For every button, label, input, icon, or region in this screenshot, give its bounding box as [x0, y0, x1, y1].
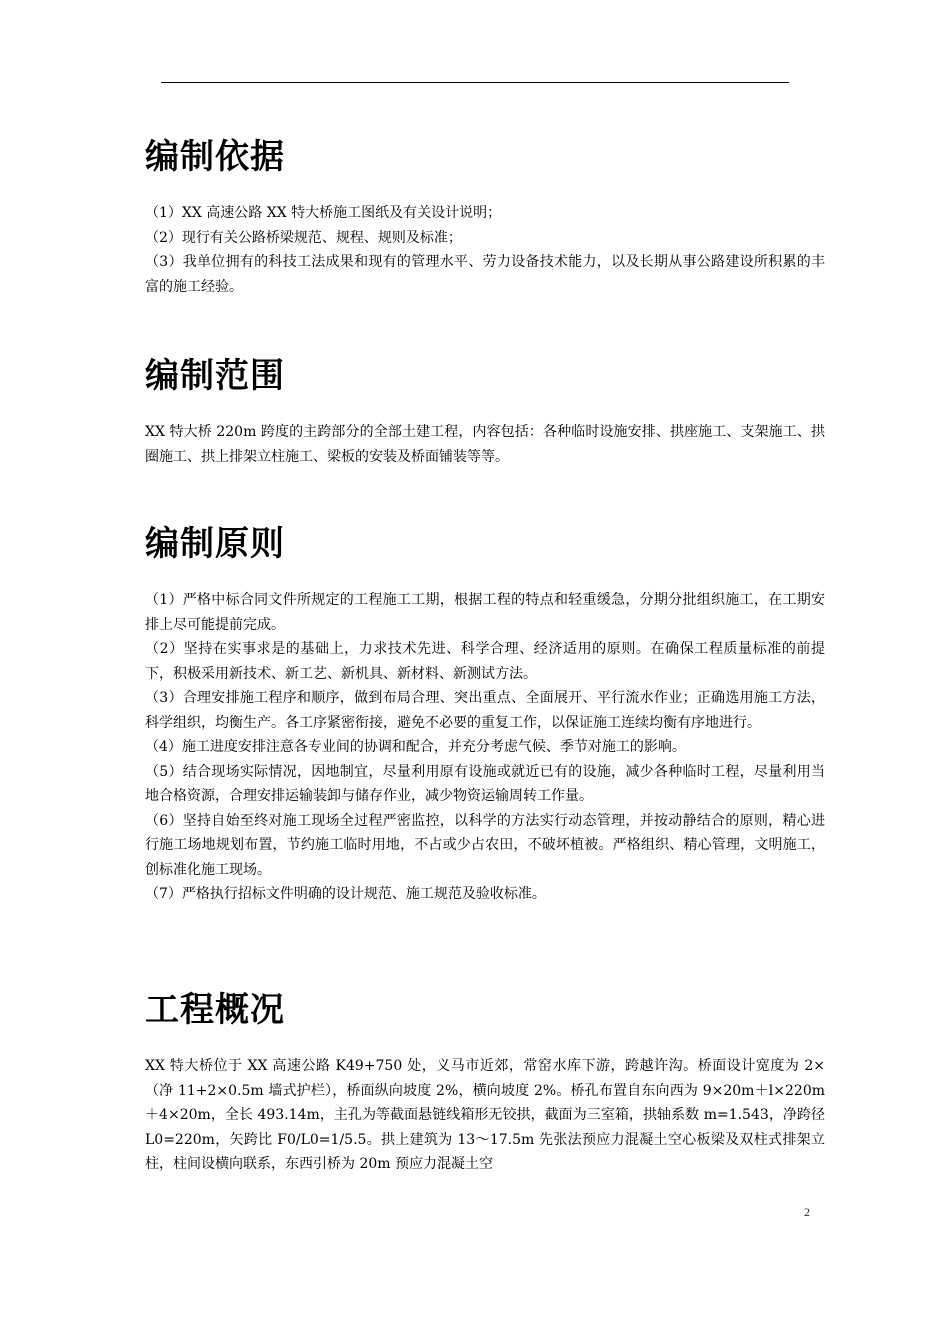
section-heading: 编制范围: [145, 356, 285, 396]
paragraph: （5）结合现场实际情况，因地制宜，尽量利用原有设施或就近已有的设施，减少各种临时工程，尽量利用当地合格资源，合理安排运输装卸与储存作业，减少物资运输周转工作量。: [145, 763, 825, 804]
section-heading: 编制依据: [145, 137, 285, 177]
page-number: 2: [804, 1205, 810, 1219]
section-body: [145, 420, 825, 469]
section-scope: [145, 356, 825, 469]
section-overview: [145, 990, 825, 1177]
paragraph: （2）现行有关公路桥梁规范、规程、规则及标准；: [145, 229, 462, 246]
paragraph: （3）我单位拥有的科技工法成果和现有的管理水平、劳力设备技术能力，以及长期从事公路建设所积累的丰富的施工经验。: [145, 254, 825, 295]
section-principles: [145, 524, 825, 907]
section-body: [145, 588, 825, 907]
paragraph: （6）坚持自始至终对施工现场全过程严密监控，以科学的方法实行动态管理，并按动静结合的原则，精心进行施工场地规划布置，节约施工临时用地，不占或少占农田，不破坏植被。严格组织、精心管理，文明施工，创标准化施工现场。: [145, 812, 825, 878]
paragraph: （1）XX 高速公路 XX 特大桥施工图纸及有关设计说明；: [145, 205, 502, 221]
paragraph: （2）坚持在实事求是的基础上，力求技术先进、科学合理、经济适用的原则。在确保工程质量标准的前提下，积极采用新技术、新工艺、新机具、新材料、新测试方法。: [145, 641, 825, 682]
paragraph: XX 特大桥 220m 跨度的主跨部分的全部土建工程，内容包括：各种临时设施安排、拱座施工、支架施工、拱圈施工、拱上排架立柱施工、梁板的安装及桥面铺装等等。: [145, 424, 825, 465]
section-heading: 工程概况: [145, 990, 285, 1030]
paragraph: （3）合理安排施工程序和顺序，做到布局合理、突出重点、全面展开、平行流水作业；正确选用施工方法，科学组织，均衡生产。各工序紧密衔接，避免不必要的重复工作，以保证施工连续均衡有序地进行。: [145, 690, 825, 731]
paragraph: （7）严格执行招标文件明确的设计规范、施工规范及验收标准。: [145, 886, 546, 902]
section-body: [145, 201, 825, 299]
section-heading: 编制原则: [145, 524, 285, 564]
paragraph: （1）严格中标合同文件所规定的工程施工工期，根据工程的特点和轻重缓急，分期分批组织施工，在工期安排上尽可能提前完成。: [145, 592, 825, 633]
section-body: [145, 1054, 825, 1177]
paragraph: （4）施工进度安排注意各专业间的协调和配合，并充分考虑气候、季节对施工的影响。: [145, 739, 686, 755]
paragraph: XX 特大桥位于 XX 高速公路 K49+750 处，义马市近郊，常窑水库下游，跨越许沟。桥面设计宽度为 2×（净 11+2×0.5m 墙式护栏），桥面纵向坡度 2%，横向坡度 2%。桥孔布置自东向西为 9×20m＋l×220m＋4×20m，全长 493.14m，主孔为等截面悬链线箱形无铰拱，截面为三室箱，拱轴系数 m=1.543，净跨径 L0=220m，矢跨比 F0/L0=1/5.5。拱上建筑为 13～17.5m 先张法预应力混凝土空心板梁及双柱式排架立柱，柱间设横向联系，东西引桥为 20m 预应力混凝土空: [145, 1058, 825, 1172]
section-basis: [145, 137, 825, 299]
header-rule: [161, 82, 789, 83]
